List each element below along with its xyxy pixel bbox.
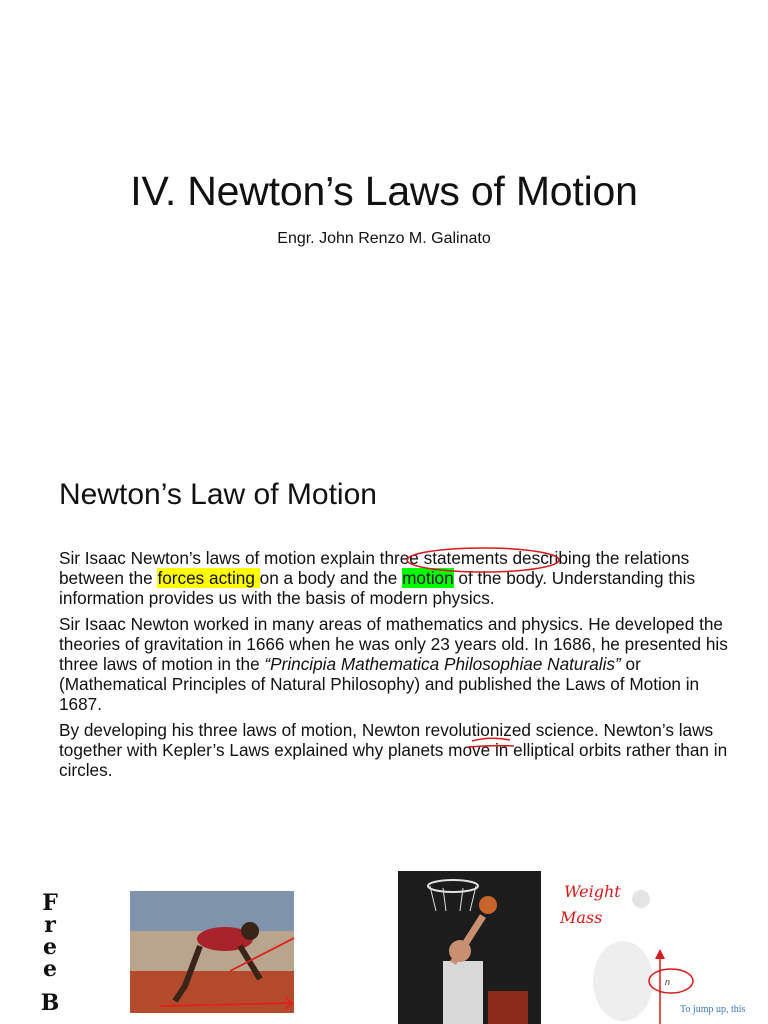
- paragraph-2: [59, 614, 739, 714]
- svg-text:n: n: [665, 977, 671, 987]
- letter: B: [40, 990, 60, 1016]
- text-run: of the body. Understanding this information provides us with the basis of modern physics.: [59, 568, 696, 608]
- highlight-green: motion: [402, 568, 454, 588]
- diagram-caption: To jump up, this: [680, 1004, 746, 1015]
- book-title: “Principia Mathematica Philosophiae Naturalis”: [264, 654, 621, 674]
- text-run: .: [97, 694, 103, 714]
- section-heading: Newton’s Law of Motion: [59, 478, 377, 511]
- underlined-year: 1687: [59, 694, 98, 714]
- basketball-photo: [398, 871, 541, 1024]
- letter: e: [43, 934, 57, 960]
- text-run: Sir Isaac Newton worked in many areas of mathematics and physics. He developed the theories of gravitation in 1666 when he was only 23 years old. In 1686, he presented his three laws of motion in the: [59, 614, 728, 674]
- sprinter-photo: [130, 891, 294, 1013]
- circled-phrase: three statements: [379, 548, 508, 568]
- text-run: on a body and the: [259, 568, 403, 588]
- text-run: Sir Isaac Newton’s laws of motion explain: [59, 548, 380, 568]
- paragraph-3: By developing his three laws of motion, Newton revolutionized science. Newton’s laws together with Kepler’s Laws explained why planets move in elliptical orbits rather than in circles.: [59, 720, 728, 780]
- text-run: describing the relations between the: [59, 548, 690, 588]
- author-name: Engr. John Renzo M. Galinato: [277, 230, 491, 247]
- sprinter-illustration: [130, 891, 294, 1013]
- highlight-yellow: forces acting: [157, 568, 260, 588]
- page-title: IV. Newton’s Laws of Motion: [130, 168, 638, 214]
- letter: e: [43, 956, 57, 982]
- body-text: [59, 548, 739, 786]
- paragraph-1: [59, 548, 739, 608]
- vertical-label: [36, 892, 64, 1014]
- letter: r: [44, 912, 56, 938]
- handwritten-weight: Weight: [564, 882, 621, 901]
- text-run: or (Mathematical Principles of Natural Philosophy) and published the Laws of Motion in: [59, 654, 700, 694]
- handwritten-mass: Mass: [560, 908, 603, 927]
- letter: F: [42, 890, 58, 916]
- basketball-illustration: [398, 871, 541, 1024]
